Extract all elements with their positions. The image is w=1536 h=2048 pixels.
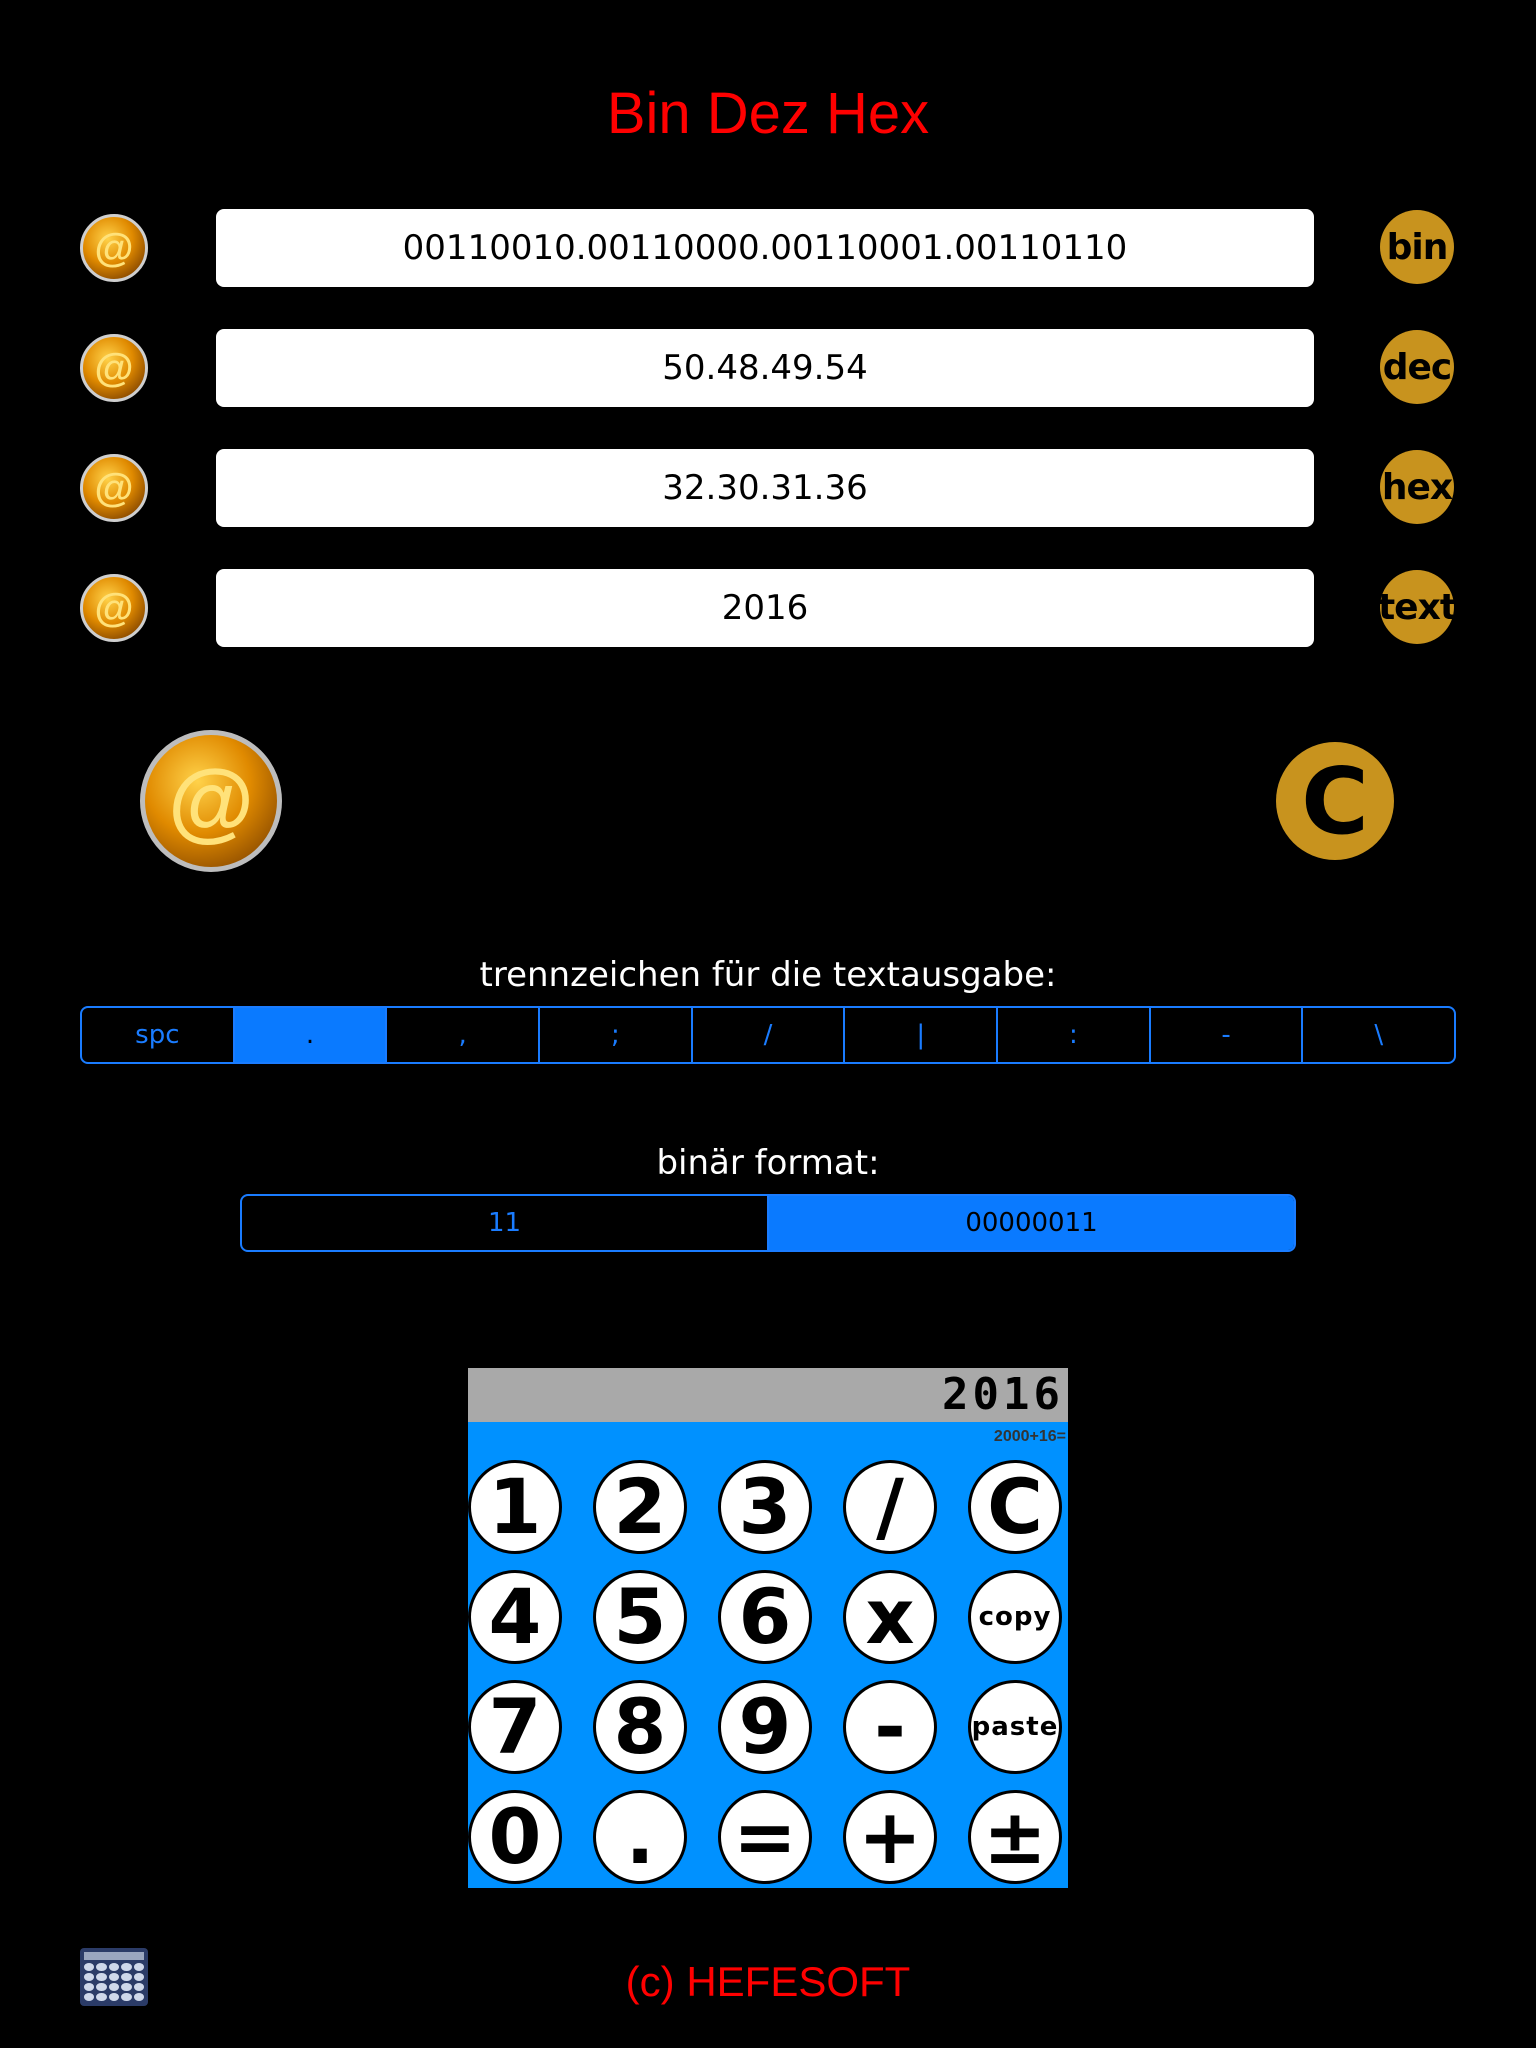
copy-text-at-icon[interactable]: @	[80, 574, 148, 642]
key-minus[interactable]: -	[843, 1680, 937, 1774]
hex-badge[interactable]: hex	[1380, 450, 1454, 524]
key-3[interactable]: 3	[718, 1460, 812, 1554]
binary-format-option-short[interactable]: 11	[487, 1208, 522, 1238]
separator-label: trennzeichen für die textausgabe:	[479, 955, 1057, 995]
key-9[interactable]: 9	[718, 1680, 812, 1774]
key-equals[interactable]: =	[718, 1790, 812, 1884]
separator-option-colon[interactable]: :	[996, 1008, 1149, 1062]
separator-option-dash[interactable]: -	[1149, 1008, 1302, 1062]
clear-all-button[interactable]: C	[1276, 742, 1394, 860]
separator-option-backslash[interactable]: \	[1301, 1008, 1454, 1062]
binary-format-option-padded[interactable]: 00000011	[767, 1196, 1294, 1250]
calculator-panel	[468, 1368, 1068, 1888]
separator-option-dot[interactable]: .	[233, 1008, 386, 1062]
key-1[interactable]: 1	[468, 1460, 562, 1554]
key-5[interactable]: 5	[593, 1570, 687, 1664]
calculator-history: 2000+16=	[993, 1428, 1066, 1445]
key-8[interactable]: 8	[593, 1680, 687, 1774]
hex-field[interactable]: 32.30.31.36	[216, 449, 1314, 527]
key-clear[interactable]: C	[968, 1460, 1062, 1554]
email-at-icon[interactable]: @	[140, 730, 282, 872]
key-paste[interactable]: paste	[968, 1680, 1062, 1774]
key-6[interactable]: 6	[718, 1570, 812, 1664]
separator-option-comma[interactable]: ,	[385, 1008, 538, 1062]
bin-badge[interactable]: bin	[1380, 210, 1454, 284]
text-badge[interactable]: text	[1380, 570, 1454, 644]
key-copy[interactable]: copy	[968, 1570, 1062, 1664]
separator-option-semicolon[interactable]: ;	[538, 1008, 691, 1062]
key-4[interactable]: 4	[468, 1570, 562, 1664]
key-2[interactable]: 2	[593, 1460, 687, 1554]
key-0[interactable]: 0	[468, 1790, 562, 1884]
key-multiply[interactable]: x	[843, 1570, 937, 1664]
binary-format-label: binär format:	[656, 1143, 880, 1183]
calculator-display: 2016	[468, 1368, 1068, 1422]
copy-bin-at-icon[interactable]: @	[80, 214, 148, 282]
dec-field[interactable]: 50.48.49.54	[216, 329, 1314, 407]
key-decimal[interactable]: .	[593, 1790, 687, 1884]
dec-badge[interactable]: dec	[1380, 330, 1454, 404]
key-divide[interactable]: /	[843, 1460, 937, 1554]
text-field[interactable]: 2016	[216, 569, 1314, 647]
bin-field[interactable]: 00110010.00110000.00110001.00110110	[216, 209, 1314, 287]
separator-option-slash[interactable]: /	[691, 1008, 844, 1062]
separator-option-pipe[interactable]: |	[843, 1008, 996, 1062]
footer-copyright: (c) HEFESOFT	[625, 1958, 911, 2005]
key-7[interactable]: 7	[468, 1680, 562, 1774]
app-title: Bin Dez Hex	[606, 81, 930, 146]
key-plus-minus[interactable]: ±	[968, 1790, 1062, 1884]
separator-segmented-control	[80, 1006, 1456, 1064]
separator-option-spc[interactable]: spc	[135, 1020, 180, 1050]
copy-dec-at-icon[interactable]: @	[80, 334, 148, 402]
key-plus[interactable]: +	[843, 1790, 937, 1884]
binary-format-segmented-control	[240, 1194, 1296, 1252]
copy-hex-at-icon[interactable]: @	[80, 454, 148, 522]
